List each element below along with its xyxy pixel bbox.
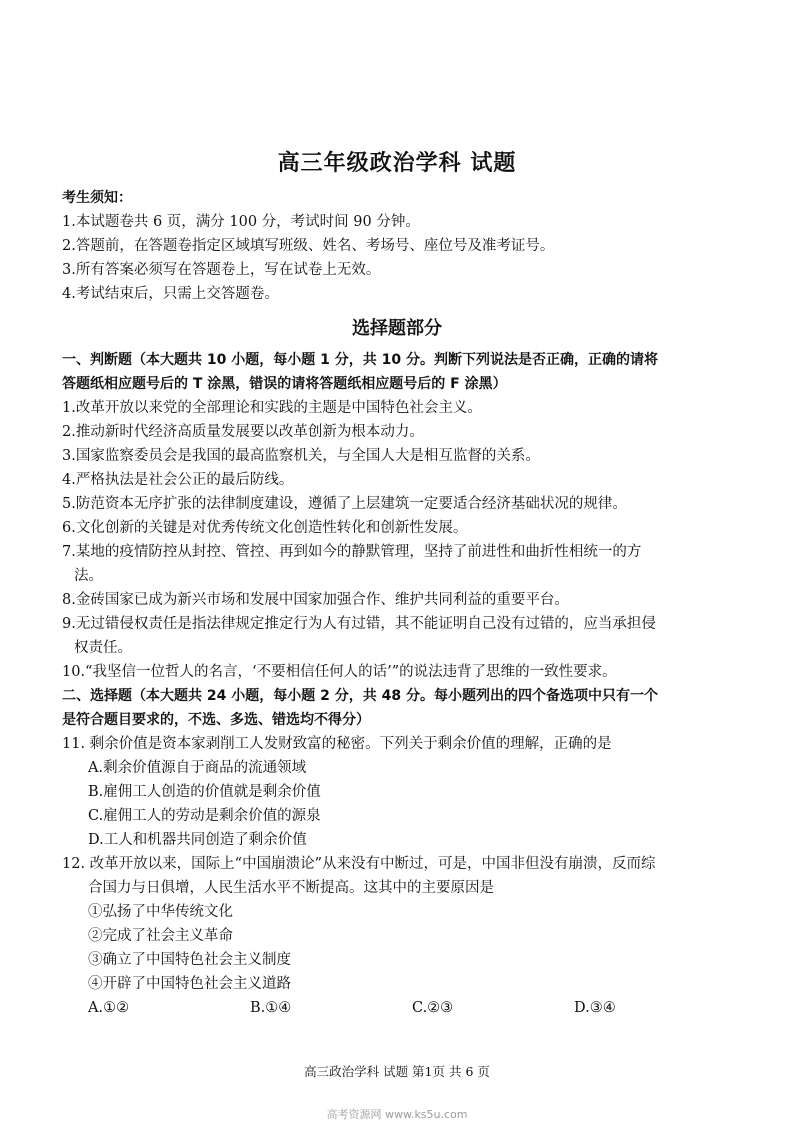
notice-heading: 考生须知：: [62, 190, 132, 206]
choice-q12-stem-cont: 合国力与日俱增，人民生活水平不断提高。这其中的主要原因是: [88, 880, 494, 896]
choice-q11-option-a: A.剩余价值源自于商品的流通领域: [88, 760, 307, 776]
judgment-q4: 4.严格执法是社会公正的最后防线。: [62, 472, 294, 488]
choice-q12-option-c: C.②③: [412, 1000, 454, 1016]
choice-q12-statement-2: ②完成了社会主义革命: [88, 928, 233, 944]
notice-item: 3.所有答案必须写在答题卷上，写在试卷上无效。: [62, 262, 381, 278]
judgment-q9-cont: 权责任。: [74, 640, 132, 656]
choice-q12-stem: 12. 改革开放以来，国际上“中国崩溃论”从来没有中断过，可是，中国非但没有崩溃，反而综: [62, 856, 656, 872]
choice-q12-statement-3: ③确立了中国特色社会主义制度: [88, 952, 291, 968]
watermark: 高考资源网 www.ks5u.com: [326, 1108, 468, 1121]
judgment-q7-cont: 法。: [74, 568, 103, 584]
choice-q12-statement-4: ④开辟了中国特色社会主义道路: [88, 976, 291, 992]
section-title: 选择题部分: [352, 318, 442, 339]
choice-q11-option-c: C.雇佣工人的劳动是剩余价值的源泉: [88, 808, 321, 824]
part1-heading-cont: 答题纸相应题号后的 T 涂黑，错误的请将答题纸相应题号后的 F 涂黑）: [62, 376, 507, 392]
judgment-q9: 9.无过错侵权责任是指法律规定推定行为人有过错，其不能证明自己没有过错的，应当承担侵: [62, 616, 656, 632]
judgment-q7: 7.某地的疫情防控从封控、管控、再到如今的静默管理，坚持了前进性和曲折性相统一的方: [62, 544, 642, 560]
judgment-q3: 3.国家监察委员会是我国的最高监察机关，与全国人大是相互监督的关系。: [62, 448, 540, 464]
notice-item: 4.考试结束后，只需上交答题卷。: [62, 286, 279, 302]
choice-q12-option-d: D.③④: [574, 1000, 616, 1016]
questions-body: [62, 348, 742, 1020]
judgment-q1: 1.改革开放以来党的全部理论和实践的主题是中国特色社会主义。: [62, 400, 482, 416]
notice-item: 1.本试题卷共 6 页，满分 100 分，考试时间 90 分钟。: [62, 214, 420, 230]
choice-q12-option-b: B.①④: [250, 1000, 292, 1016]
choice-q12-option-a: A.①②: [88, 1000, 130, 1016]
choice-q11-option-d: D.工人和机器共同创造了剩余价值: [88, 832, 307, 848]
judgment-q10: 10.“我坚信一位哲人的名言，‘不要相信任何人的话’”的说法违背了思维的一致性要求。: [62, 664, 617, 680]
judgment-q2: 2.推动新时代经济高质量发展要以改革创新为根本动力。: [62, 424, 424, 440]
part2-heading-cont: 是符合题目要求的，不选、多选、错选均不得分）: [62, 712, 370, 728]
notice-item: 2.答题前，在答题卷指定区域填写班级、姓名、考场号、座位号及准考证号。: [62, 238, 555, 254]
notice-block: [62, 186, 742, 306]
judgment-q6: 6.文化创新的关键是对优秀传统文化创造性转化和创新性发展。: [62, 520, 468, 536]
choice-q11-option-b: B.雇佣工人创造的价值就是剩余价值: [88, 784, 321, 800]
judgment-q8: 8.金砖国家已成为新兴市场和发展中国家加强合作、维护共同利益的重要平台。: [62, 592, 569, 608]
part1-heading: 一、判断题（本大题共 10 小题，每小题 1 分，共 10 分。判断下列说法是否正确，正确的请将: [62, 352, 658, 368]
part2-heading: 二、选择题（本大题共 24 小题，每小题 2 分，共 48 分。每小题列出的四个备选项中只有一个: [62, 688, 658, 704]
choice-q12-options: [62, 996, 742, 1020]
judgment-q5: 5.防范资本无序扩张的法律制度建设，遵循了上层建筑一定要适合经济基础状况的规律。: [62, 496, 627, 512]
choice-q11-stem: 11. 剩余价值是资本家剥削工人发财致富的秘密。下列关于剩余价值的理解，正确的是: [62, 736, 612, 752]
page-footer: 高三政治学科 试题 第1页 共 6 页: [304, 1064, 490, 1079]
page-title: 高三年级政治学科 试题: [277, 151, 517, 176]
choice-q12-statement-1: ①弘扬了中华传统文化: [88, 904, 233, 920]
